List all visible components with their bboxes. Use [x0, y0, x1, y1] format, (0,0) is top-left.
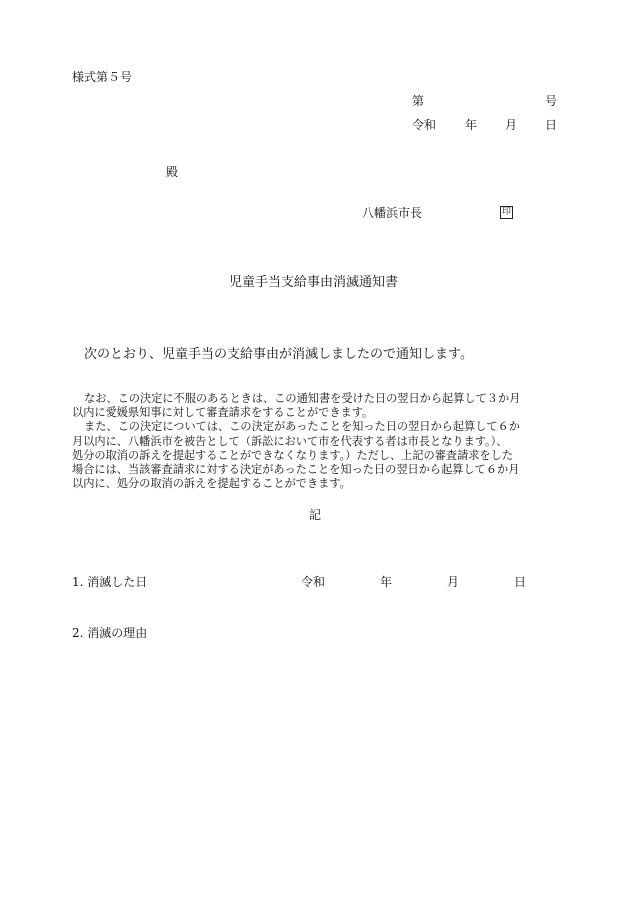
item-1-year: 年	[380, 575, 393, 589]
notice-line: 処分の取消の訴えを提起することができなくなります。）ただし、上記の審査請求をした	[72, 448, 514, 462]
seal-mark: 印	[501, 207, 511, 217]
date-year: 年	[465, 118, 478, 132]
date-era: 令和	[412, 118, 437, 132]
document-title: 児童手当支給事由消滅通知書	[229, 275, 399, 290]
item-1-day: 日	[514, 575, 527, 589]
item-1-label: 1. 消滅した日	[72, 575, 148, 589]
item-1-month: 月	[447, 575, 460, 589]
notice-line: 場合には、当該審査請求に対する決定があったことを知った日の翌日から起算して６か月	[72, 463, 520, 477]
ki-heading: 記	[309, 508, 322, 522]
form-number: 様式第５号	[72, 70, 133, 84]
notice-paragraph	[72, 392, 562, 491]
item-1-era: 令和	[301, 575, 326, 589]
doc-number-suffix: 号	[545, 94, 558, 108]
notice-line: また、この決定については、この決定があったことを知った日の翌日から起算して６か	[84, 420, 520, 434]
recipient-suffix: 殿	[166, 165, 179, 179]
date-day: 日	[545, 118, 558, 132]
notice-line: 以内に愛媛県知事に対して審査請求をすることができます。	[72, 406, 374, 420]
notice-line: 月以内に、八幡浜市を被告として（訴訟において市を代表する者は市長となります。）、	[72, 434, 508, 448]
notice-line: 以内に、処分の取消の訴えを提起することができます。	[72, 477, 351, 491]
date-month: 月	[505, 118, 518, 132]
intro-text: 次のとおり、児童手当の支給事由が消滅しましたので通知します。	[84, 347, 473, 362]
sender-title: 八幡浜市長	[362, 206, 423, 220]
item-2-label: 2. 消滅の理由	[72, 626, 148, 640]
notice-line: なお、この決定に不服のあるときは、この通知書を受けた日の翌日から起算して３か月	[84, 392, 521, 405]
doc-number-prefix: 第	[412, 94, 425, 108]
